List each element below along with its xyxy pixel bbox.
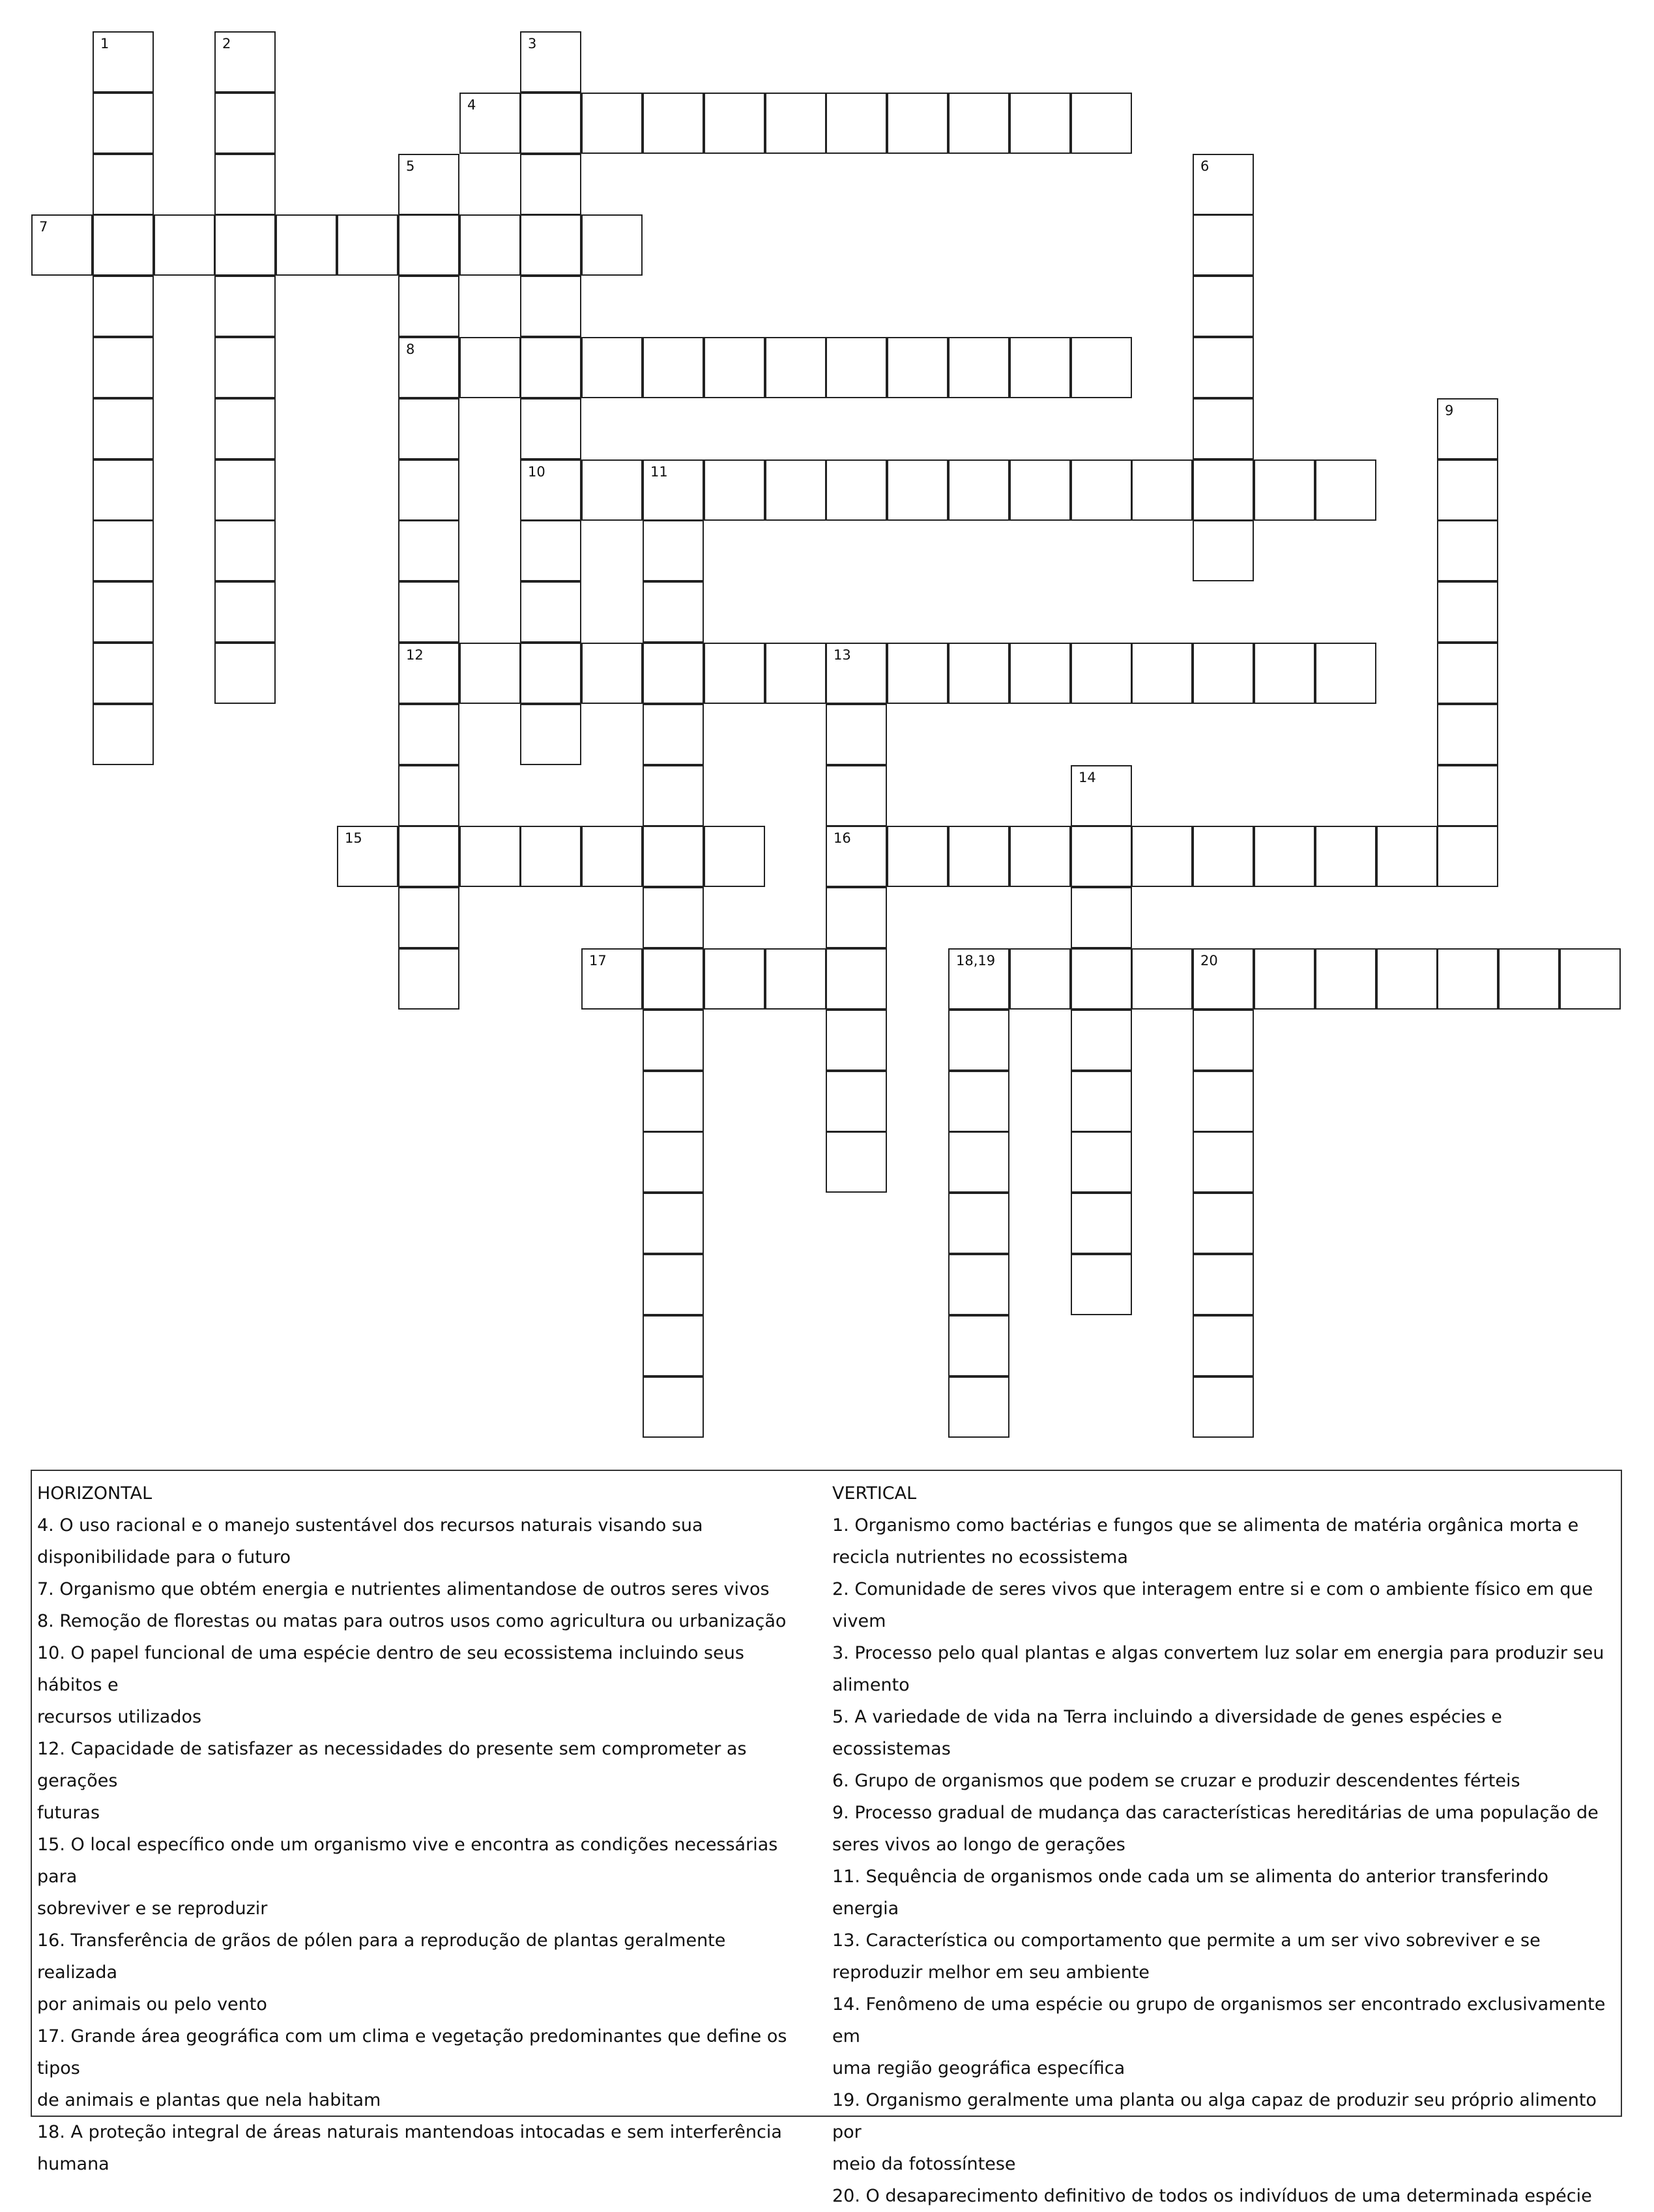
crossword-cell[interactable] [1071,1010,1132,1071]
clue-line: 1. Organismo como bactérias e fungos que se alimenta de matéria orgânica morta e [832,1515,1579,1535]
crossword-cell[interactable] [1193,459,1254,521]
crossword-cell[interactable] [1193,1254,1254,1315]
crossword-cell[interactable] [765,643,826,704]
crossword-cell[interactable] [337,214,398,276]
crossword-cell[interactable] [826,948,887,1010]
crossword-cell[interactable] [520,154,581,215]
clue-line: reproduzir melhor em seu ambiente [832,1962,1150,1983]
crossword-cell[interactable] [1071,1193,1132,1254]
crossword-cell[interactable] [704,93,765,154]
clue-line: sobreviver e se reproduzir [37,1899,268,1919]
clue-line: 2. Comunidade de seres vivos que interagem entre si e com o ambiente físico em que [832,1579,1593,1599]
crossword-cell[interactable] [1193,276,1254,337]
clue-number: 15 [345,830,362,846]
crossword-cell[interactable] [765,93,826,154]
crossword-cell[interactable] [520,581,581,643]
crossword-cell[interactable] [1131,948,1193,1010]
crossword-cell[interactable] [459,826,521,887]
crossword-cell[interactable] [1437,398,1498,459]
crossword-cell[interactable] [398,337,459,398]
crossword-cell[interactable] [398,948,459,1010]
crossword-cell[interactable] [581,826,643,887]
crossword-cell[interactable] [398,765,459,826]
crossword-cell[interactable] [214,276,276,337]
crossword-cell[interactable] [398,214,459,276]
crossword-cell[interactable] [459,214,521,276]
crossword-cell[interactable] [214,214,276,276]
crossword-cell[interactable] [826,887,887,948]
clue-number: 17 [589,953,607,968]
crossword-cell[interactable] [1376,826,1438,887]
crossword-cell[interactable] [1009,643,1071,704]
crossword-cell[interactable] [1131,826,1193,887]
crossword-cell[interactable] [948,337,1009,398]
crossword-cell[interactable] [398,887,459,948]
crossword-cell[interactable] [93,337,154,398]
clue-line: 19. Organismo geralmente uma planta ou alga capaz de produzir seu próprio alimento por [832,2090,1597,2142]
crossword-cell[interactable] [643,1315,704,1376]
crossword-cell[interactable] [643,1193,704,1254]
crossword-cell[interactable] [1254,643,1315,704]
crossword-cell[interactable] [1315,643,1376,704]
crossword-cell[interactable] [948,643,1009,704]
clue-number: 13 [834,647,851,663]
clue-number: 8 [406,342,415,357]
clue-line: uma região geográfica específica [832,2058,1125,2078]
crossword-cell[interactable] [704,948,765,1010]
crossword-cell[interactable] [520,398,581,459]
clue-number: 20 [1200,953,1218,968]
crossword-cell[interactable] [643,337,704,398]
crossword-cell[interactable] [826,765,887,826]
crossword-cell[interactable] [1376,948,1438,1010]
clue-line: 6. Grupo de organismos que podem se cruzar e produzir descendentes férteis [832,1771,1520,1791]
crossword-cell[interactable] [520,643,581,704]
crossword-cell[interactable] [1437,459,1498,521]
crossword-cell[interactable] [581,93,643,154]
crossword-cell[interactable] [643,93,704,154]
crossword-cell[interactable] [826,459,887,521]
vertical-clue-list [832,1509,1618,2212]
crossword-cell[interactable] [948,1376,1009,1438]
clue-number: 2 [222,36,231,51]
crossword-cell[interactable] [765,948,826,1010]
crossword-cell[interactable] [93,276,154,337]
crossword-cell[interactable] [520,214,581,276]
crossword-cell[interactable] [520,459,581,521]
crossword-cell[interactable] [1009,337,1071,398]
crossword-cell[interactable] [826,704,887,765]
crossword-cell[interactable] [1193,214,1254,276]
crossword-cell[interactable] [1315,948,1376,1010]
clue-line: 17. Grande área geográfica com um clima e vegetação predominantes que define os tipos [37,2026,787,2078]
crossword-cell[interactable] [826,93,887,154]
crossword-cell[interactable] [581,459,643,521]
clue-line: 10. O papel funcional de uma espécie dentro de seu ecossistema incluindo seus hábitos e [37,1643,744,1695]
crossword-cell[interactable] [643,948,704,1010]
crossword-cell[interactable] [1254,826,1315,887]
crossword-cell[interactable] [1071,93,1132,154]
crossword-cell[interactable] [276,214,337,276]
crossword-cell[interactable] [1193,154,1254,215]
crossword-cell[interactable] [398,581,459,643]
clue-line: seres vivos ao longo de gerações [832,1835,1125,1855]
clue-number: 16 [834,830,851,846]
clue-number: 7 [39,219,48,235]
clue-line: 7. Organismo que obtém energia e nutrientes alimentandose de outros seres vivos [37,1579,770,1599]
crossword-cell[interactable] [520,31,581,93]
crossword-cell[interactable] [93,31,154,93]
crossword-cell[interactable] [214,31,276,93]
crossword-cell[interactable] [398,154,459,215]
crossword-cell[interactable] [1131,459,1193,521]
crossword-cell[interactable] [765,337,826,398]
clue-line: 16. Transferência de grãos de pólen para a reprodução de plantas geralmente realizada [37,1930,726,1983]
crossword-cell[interactable] [398,398,459,459]
crossword-cell[interactable] [1009,459,1071,521]
crossword-cell[interactable] [948,1193,1009,1254]
crossword-cell[interactable] [459,93,521,154]
crossword-cell[interactable] [1193,398,1254,459]
crossword-cell[interactable] [1071,337,1132,398]
crossword-cell[interactable] [581,214,643,276]
clue-line: 12. Capacidade de satisfazer as necessidades do presente sem comprometer as gerações [37,1739,747,1791]
crossword-cell[interactable] [337,826,398,887]
crossword-cell[interactable] [948,1131,1009,1193]
crossword-cell[interactable] [765,459,826,521]
crossword-cell[interactable] [1498,948,1560,1010]
crossword-cell[interactable] [398,704,459,765]
crossword-cell[interactable] [214,459,276,521]
clue-line: futuras [37,1803,100,1823]
crossword-cell[interactable] [826,826,887,887]
vertical-clues [832,1477,1618,2212]
clue-line: de animais e plantas que nela habitam [37,2090,381,2110]
crossword-cell[interactable] [1560,948,1621,1010]
crossword-cell[interactable] [1437,765,1498,826]
crossword-cell[interactable] [1193,643,1254,704]
crossword-cell[interactable] [704,337,765,398]
crossword-cell[interactable] [1193,1131,1254,1193]
crossword-cell[interactable] [214,643,276,704]
crossword-cell[interactable] [520,826,581,887]
crossword-cell[interactable] [214,520,276,581]
crossword-cell[interactable] [948,826,1009,887]
crossword-cell[interactable] [520,337,581,398]
crossword-cell[interactable] [520,93,581,154]
clue-number: 11 [650,464,668,480]
crossword-cell[interactable] [826,1071,887,1132]
crossword-cell[interactable] [520,520,581,581]
crossword-cell[interactable] [581,948,643,1010]
crossword-cell[interactable] [93,154,154,215]
crossword-cell[interactable] [93,398,154,459]
clue-number: 18,19 [956,953,996,968]
crossword-cell[interactable] [31,214,93,276]
crossword-cell[interactable] [948,459,1009,521]
crossword-cell[interactable] [887,643,948,704]
crossword-cell[interactable] [826,1010,887,1071]
crossword-cell[interactable] [1009,826,1071,887]
crossword-cell[interactable] [643,1376,704,1438]
clue-number: 6 [1200,158,1210,174]
crossword-cell[interactable] [1009,948,1071,1010]
crossword-cell[interactable] [1193,1193,1254,1254]
crossword-cell[interactable] [459,643,521,704]
crossword-cell[interactable] [93,214,154,276]
clue-line: 5. A variedade de vida na Terra incluindo a diversidade de genes espécies e ecossistemas [832,1707,1502,1759]
crossword-cell[interactable] [643,459,704,521]
crossword-cell[interactable] [887,826,948,887]
horizontal-clues [37,1477,806,2180]
crossword-cell[interactable] [520,704,581,765]
crossword-cell[interactable] [643,887,704,948]
crossword-cell[interactable] [643,765,704,826]
crossword-cell[interactable] [93,93,154,154]
crossword-cell[interactable] [643,581,704,643]
crossword-cell[interactable] [1193,1315,1254,1376]
clue-line: 14. Fenômeno de uma espécie ou grupo de organismos ser encontrado exclusivamente em [832,1994,1606,2046]
crossword-cell[interactable] [214,398,276,459]
crossword-cell[interactable] [948,948,1009,1010]
crossword-cell[interactable] [1254,948,1315,1010]
crossword-cell[interactable] [643,1010,704,1071]
crossword-cell[interactable] [1315,826,1376,887]
crossword-cell[interactable] [887,459,948,521]
crossword-cell[interactable] [1437,704,1498,765]
clue-number: 10 [528,464,545,480]
clue-line: 4. O uso racional e o manejo sustentável dos recursos naturais visando sua [37,1515,703,1535]
crossword-cell[interactable] [1193,520,1254,581]
clue-line: 13. Característica ou comportamento que permite a um ser vivo sobreviver e se [832,1930,1541,1951]
crossword-cell[interactable] [643,1254,704,1315]
crossword-cell[interactable] [398,276,459,337]
crossword-cell[interactable] [704,459,765,521]
clues-box [31,1470,1622,2206]
horizontal-heading: HORIZONTAL [37,1483,152,1504]
crossword-cell[interactable] [704,643,765,704]
clue-line: 3. Processo pelo qual plantas e algas convertem luz solar em energia para produzir seu [832,1643,1604,1663]
crossword-cell[interactable] [1254,459,1315,521]
crossword-cell[interactable] [93,643,154,704]
crossword-cell[interactable] [93,459,154,521]
crossword-cell[interactable] [826,1131,887,1193]
crossword-cell[interactable] [1071,826,1132,887]
clue-line: 11. Sequência de organismos onde cada um se alimenta do anterior transferindo energia [832,1867,1548,1919]
crossword-cell[interactable] [520,276,581,337]
crossword-cell[interactable] [948,93,1009,154]
clue-line: humana [37,2154,109,2174]
crossword-cell[interactable] [398,826,459,887]
crossword-cell[interactable] [1193,337,1254,398]
crossword-cell[interactable] [398,459,459,521]
crossword-cell[interactable] [581,643,643,704]
crossword-cell[interactable] [1071,887,1132,948]
crossword-cell[interactable] [826,643,887,704]
crossword-cell[interactable] [1193,826,1254,887]
clue-line: recicla nutrientes no ecossistema [832,1547,1128,1567]
horizontal-clue-list [37,1509,806,2180]
crossword-cell[interactable] [643,704,704,765]
crossword-cell[interactable] [398,520,459,581]
crossword-cell[interactable] [1131,643,1193,704]
crossword-cell[interactable] [1437,826,1498,887]
crossword-cell[interactable] [1009,93,1071,154]
clue-line: vivem [832,1611,886,1631]
crossword-cell[interactable] [1071,643,1132,704]
crossword-cell[interactable] [887,337,948,398]
crossword-cell[interactable] [704,826,765,887]
crossword-cell[interactable] [948,1254,1009,1315]
crossword-cell[interactable] [1315,459,1376,521]
crossword-cell[interactable] [93,520,154,581]
crossword-cell[interactable] [214,93,276,154]
crossword-cell[interactable] [1071,459,1132,521]
crossword-cell[interactable] [1437,520,1498,581]
clue-line: 8. Remoção de florestas ou matas para outros usos como agricultura ou urbanização [37,1611,787,1631]
crossword-cell[interactable] [1193,948,1254,1010]
crossword-cell[interactable] [93,581,154,643]
crossword-cell[interactable] [93,704,154,765]
crossword-cell[interactable] [214,337,276,398]
crossword-cell[interactable] [643,643,704,704]
clue-line: meio da fotossíntese [832,2154,1016,2174]
crossword-cell[interactable] [1193,1071,1254,1132]
crossword-cell[interactable] [1193,1376,1254,1438]
crossword-cell[interactable] [581,337,643,398]
crossword-cell[interactable] [1437,948,1498,1010]
clue-number: 1 [100,36,109,51]
crossword-cell[interactable] [1437,581,1498,643]
clue-line: 18. A proteção integral de áreas naturais mantendoas intocadas e sem interferência [37,2122,782,2142]
clue-line: 9. Processo gradual de mudança das características hereditárias de uma população de [832,1803,1599,1823]
crossword-cell[interactable] [1437,643,1498,704]
clue-line: recursos utilizados [37,1707,202,1727]
clue-line: por animais ou pelo vento [37,1994,267,2015]
clue-number: 4 [467,97,476,113]
crossword-cell[interactable] [1071,765,1132,826]
crossword-cell[interactable] [214,154,276,215]
crossword-grid [31,31,1621,1439]
crossword-cell[interactable] [154,214,215,276]
crossword-cell[interactable] [948,1010,1009,1071]
clue-line: 15. O local específico onde um organismo vive e encontra as condições necessárias para [37,1835,778,1887]
crossword-cell[interactable] [887,93,948,154]
crossword-cell[interactable] [643,1071,704,1132]
crossword-cell[interactable] [948,1315,1009,1376]
crossword-cell[interactable] [1071,1131,1132,1193]
clue-number: 5 [406,158,415,174]
clue-number: 12 [406,647,424,663]
crossword-cell[interactable] [1071,1071,1132,1132]
crossword-cell[interactable] [643,520,704,581]
clue-number: 14 [1079,770,1096,785]
clue-line: 20. O desaparecimento definitivo de todos os indivíduos de uma determinada espécie [832,2186,1592,2206]
crossword-cell[interactable] [459,337,521,398]
clue-number: 3 [528,36,537,51]
crossword-cell[interactable] [1193,1010,1254,1071]
crossword-cell[interactable] [214,581,276,643]
crossword-cell[interactable] [643,1131,704,1193]
crossword-cell[interactable] [948,1071,1009,1132]
vertical-heading: VERTICAL [832,1483,917,1504]
crossword-cell[interactable] [643,826,704,887]
crossword-cell[interactable] [1071,948,1132,1010]
clue-line: disponibilidade para o futuro [37,1547,291,1567]
crossword-cell[interactable] [1071,1254,1132,1315]
crossword-cell[interactable] [398,643,459,704]
clue-number: 9 [1445,403,1454,418]
clue-line: alimento [832,1675,910,1695]
crossword-cell[interactable] [826,337,887,398]
